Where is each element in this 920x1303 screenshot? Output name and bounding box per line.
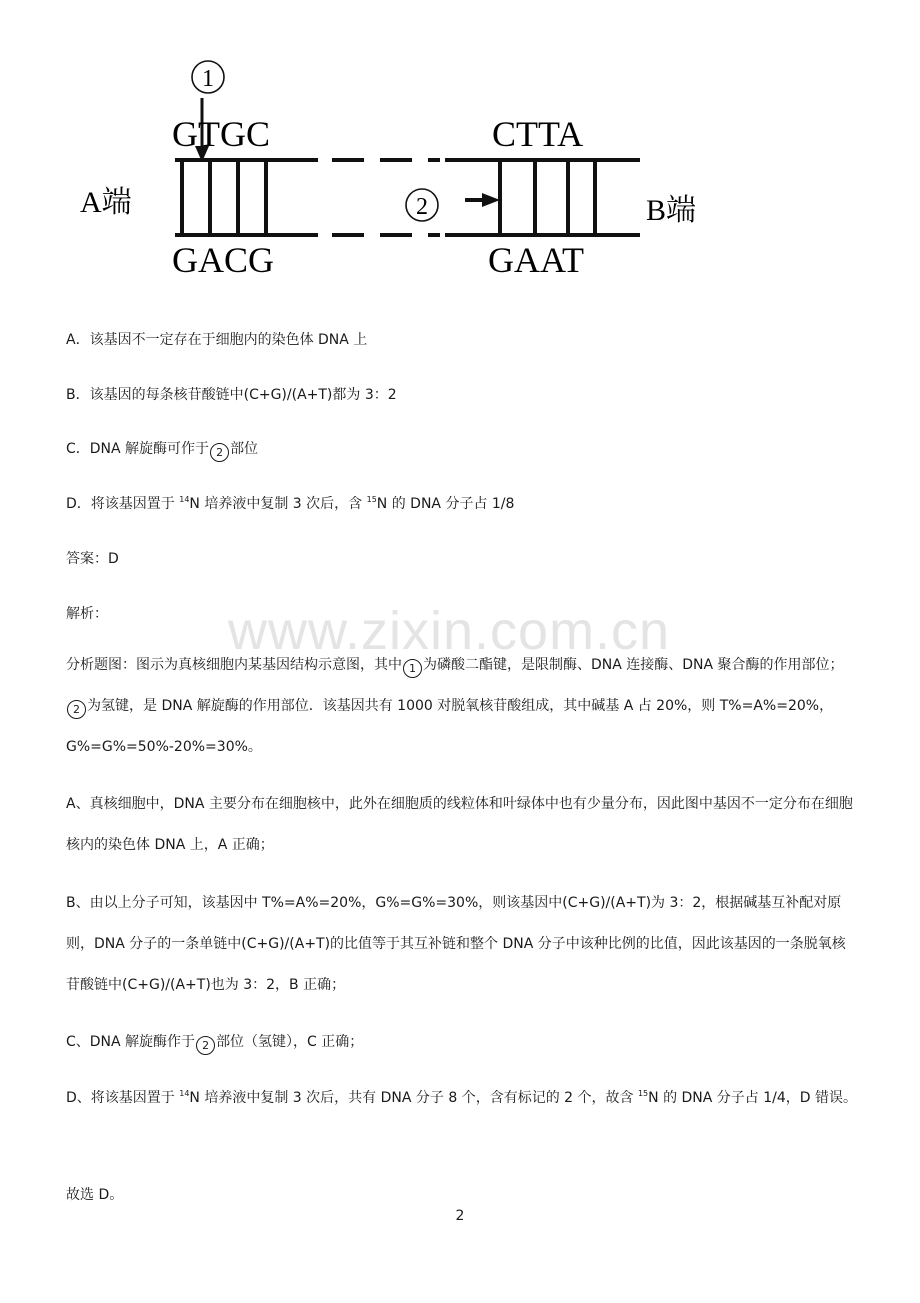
option-a	[66, 330, 367, 350]
analysis-pc-pre: C、DNA 解旋酶作于	[66, 1034, 196, 1050]
analysis-paragraph-b: B、由以上分子可知，该基因中 T%=A%=20%，G%=G%=30%，则该基因中(C+G)/(A+T)为 3：2，根据碱基互补配对原则，DNA 分子的一条单链中(C+G)/(A+T)的比值等于其互补链和整个 DNA 分子中该种比例的比值，因此该基因的一条脱氧核苷酸链中(C+G)/(A+T)也为 3：2，B 正确；	[66, 895, 846, 993]
answer: 答案：D	[66, 551, 119, 567]
superscript: 15	[637, 1089, 649, 1098]
top-left-bases: GTGC	[172, 114, 270, 154]
circled-number: 2	[196, 1036, 215, 1055]
marker-1-text: 1	[202, 66, 214, 92]
superscript: 14	[179, 495, 190, 504]
analysis-paragraph-d	[66, 1078, 858, 1119]
option-d-part3: N 的 DNA 分子占 1/8	[376, 496, 515, 512]
option-d-part2: N 培养液中复制 3 次后，含	[189, 496, 367, 512]
option-d-part1: 将该基因置于	[90, 496, 180, 512]
bottom-left-bases: GACG	[172, 240, 275, 280]
marker-2-text: 2	[416, 194, 428, 220]
option-c-post: 部位	[230, 441, 259, 457]
arrow-2-head	[482, 193, 500, 207]
b-end-label: B端	[646, 194, 697, 227]
analysis-p1-a: 分析题图：图示为真核细胞内某基因结构示意图，其中	[66, 657, 402, 673]
option-d	[66, 494, 514, 514]
analysis-p1-c: 为氢键，是 DNA 解旋酶的作用部位．该基因共有 1000 对脱氧核苷酸组成，其中碱基 A 占 20%，则 T%=A%=20%，G%=G%=50%-20%=30%。	[66, 698, 834, 755]
option-b-text: 该基因的每条核苷酸链中(C+G)/(A+T)都为 3：2	[89, 387, 397, 403]
analysis-pd-3: N 的 DNA 分子占 1/4，D 错误。	[648, 1090, 858, 1106]
watermark: www.zixin.com.cn	[228, 601, 671, 661]
option-c	[66, 439, 258, 462]
circled-number: 2	[210, 443, 229, 462]
superscript: 15	[366, 495, 377, 504]
a-end-label: A端	[80, 186, 132, 219]
option-b-label: B．	[66, 387, 90, 403]
gene-structure-diagram	[70, 50, 730, 290]
circled-number: 1	[403, 659, 422, 678]
option-c-label: C．	[66, 441, 90, 457]
analysis-pd-2: N 培养液中复制 3 次后，共有 DNA 分子 8 个，含有标记的 2 个，故含	[189, 1090, 638, 1106]
conclusion: 故选 D。	[66, 1187, 124, 1203]
analysis-pc-post: 部位（氢键），C 正确；	[216, 1034, 364, 1050]
bottom-right-bases: GAAT	[488, 240, 584, 280]
page-number: 2	[455, 1208, 465, 1224]
option-b	[66, 385, 397, 405]
analysis-paragraph-a: A、真核细胞中，DNA 主要分布在细胞核中，此外在细胞质的线粒体和叶绿体中也有少量分布，因此图中基因不一定分布在细胞核内的染色体 DNA 上，A 正确；	[66, 796, 853, 853]
option-a-label: A．	[66, 332, 90, 348]
circled-number: 2	[67, 700, 86, 719]
analysis-p1-b: 为磷酸二酯键，是限制酶、DNA 连接酶、DNA 聚合酶的作用部位；	[423, 657, 844, 673]
option-c-pre: DNA 解旋酶可作于	[89, 441, 210, 457]
option-d-label: D．	[66, 496, 91, 512]
analysis-heading: 解析：	[66, 606, 108, 622]
top-right-bases: CTTA	[492, 114, 584, 154]
option-a-text: 该基因不一定存在于细胞内的染色体 DNA 上	[89, 332, 368, 348]
analysis-paragraph-c	[66, 1022, 858, 1063]
analysis-paragraph-1	[66, 645, 858, 768]
analysis-pd-1: D、将该基因置于	[66, 1090, 180, 1106]
superscript: 14	[179, 1089, 190, 1098]
